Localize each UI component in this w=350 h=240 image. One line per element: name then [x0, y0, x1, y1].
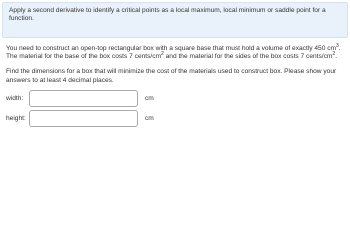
superscript-squared-base: 2 [161, 51, 164, 58]
problem-text-part-1: You need to construct an open-top rectangular box with a square base that must hold a volume of exactly 450 cm [6, 45, 337, 52]
width-input[interactable] [29, 90, 138, 107]
superscript-cubed: 3 [336, 43, 339, 49]
problem-text-part-4: . [335, 53, 338, 61]
problem-task [0, 68, 350, 84]
problem-text-part-2: . The material for the base of the box costs 7 cents/cm [6, 45, 341, 61]
height-unit: cm [145, 114, 154, 122]
width-label: width: [6, 94, 24, 102]
height-input[interactable] [29, 110, 138, 127]
instruction-box [2, 2, 348, 38]
instruction-text: Apply a second derivative to identify a critical points as a local maximum, local minimum or saddle point for a function. [9, 7, 326, 23]
width-unit: cm [145, 94, 154, 102]
problem-statement [0, 45, 350, 61]
height-label: height: [6, 114, 26, 122]
superscript-squared-sides: 2 [332, 51, 336, 58]
height-row [0, 110, 350, 128]
task-text: Find the dimensions for a box that will minimize the cost of the materials used to construct box. Please show your answers to at least 4 decimal places. [6, 68, 337, 84]
problem-text-part-3: and the material for the sides of the box costs 7 cents/cm [163, 53, 333, 61]
width-row [0, 90, 350, 108]
